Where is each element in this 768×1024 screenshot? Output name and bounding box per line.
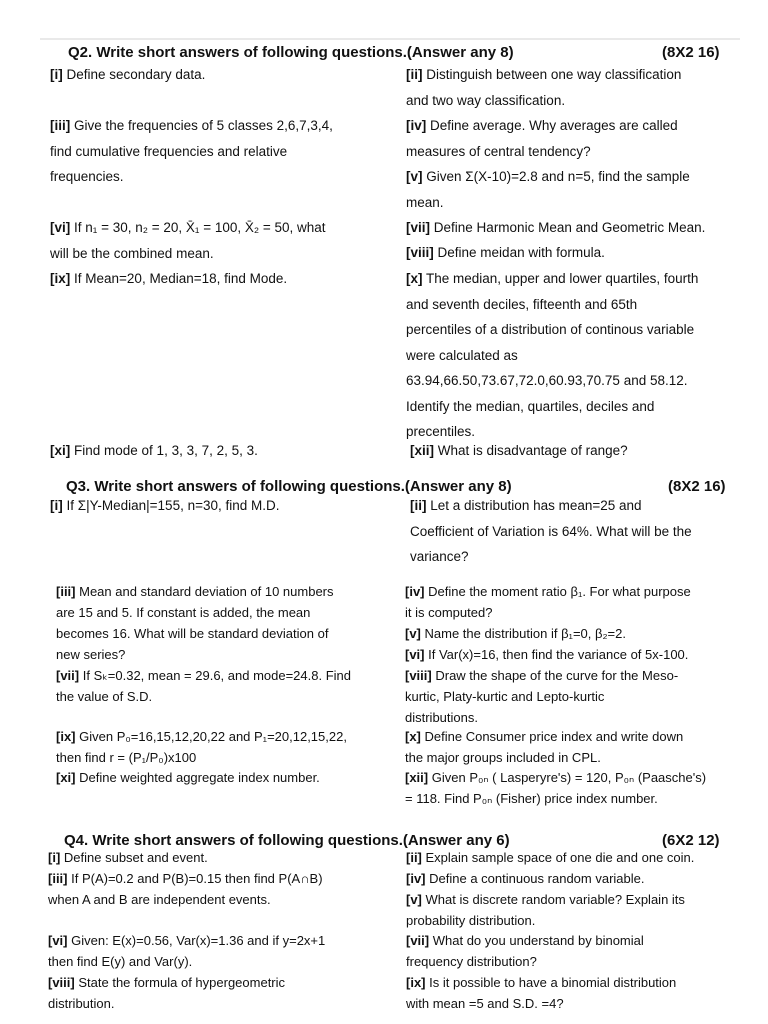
q2-item-i: [i] Define secondary data. xyxy=(50,67,206,82)
q3-item-viii: [viii] Draw the shape of the curve for the Meso- kurtic, Platy-kurtic and Lepto-kurtic distributions. xyxy=(405,668,679,725)
q4-item-v: [v] What is discrete random variable? Explain its probability distribution. xyxy=(406,892,685,928)
q3-item-x: [x] Define Consumer price index and write down the major groups included in CPL. xyxy=(405,729,684,765)
q3-item-iii: [iii] Mean and standard deviation of 10 numbers are 15 and 5. If constant is added, the mean becomes 16. What will be standard deviation of new series? xyxy=(56,584,334,662)
q2-item-ii: [ii] Distinguish between one way classification and two way classification. xyxy=(406,67,682,108)
q2-item-vii: [vii] Define Harmonic Mean and Geometric Mean. xyxy=(406,220,706,235)
page-top-rule xyxy=(40,38,740,40)
q2-item-xi: [xi] Find mode of 1, 3, 3, 7, 2, 5, 3. xyxy=(50,443,258,458)
q2-marks: (8X2 16) xyxy=(662,44,720,61)
q3-item-ii: [ii] Let a distribution has mean=25 and Coefficient of Variation is 64%. What will be the variance? xyxy=(410,498,692,564)
q4-item-ix: [ix] Is it possible to have a binomial distribution with mean =5 and S.D. =4? xyxy=(406,975,677,1011)
q4-item-ii: [ii] Explain sample space of one die and one coin. xyxy=(406,850,695,865)
q2-item-v: [v] Given Σ(X-10)=2.8 and n=5, find the sample mean. xyxy=(406,169,690,210)
q3-item-vii: [vii] If Sₖ=0.32, mean = 29.6, and mode=24.8. Find the value of S.D. xyxy=(56,668,351,704)
q2-item-iii: [iii] Give the frequencies of 5 classes 2,6,7,3,4, find cumulative frequencies and relative frequencies. xyxy=(50,118,333,184)
q3-item-vi: [vi] If Var(x)=16, then find the variance of 5x-100. xyxy=(405,647,689,662)
q4-heading: Q4. Write short answers of following questions.(Answer any 6) xyxy=(64,832,510,849)
q4-item-iv: [iv] Define a continuous random variable. xyxy=(406,871,645,886)
q2-heading: Q2. Write short answers of following questions.(Answer any 8) xyxy=(68,44,514,61)
q3-item-v: [v] Name the distribution if β₁=0, β₂=2. xyxy=(405,626,626,641)
q3-item-xii: [xii] Given P₀ₙ ( Lasperyre's) = 120, P₀ₙ (Paasche's) = 118. Find P₀ₙ (Fisher) price index number. xyxy=(405,770,707,806)
q3-item-ix: [ix] Given P₀=16,15,12,20,22 and P₁=20,12,15,22, then find r = (P₁/P₀)x100 xyxy=(56,729,347,765)
q4-item-vii: [vii] What do you understand by binomial frequency distribution? xyxy=(406,933,644,969)
q3-heading: Q3. Write short answers of following questions.(Answer any 8) xyxy=(66,478,512,495)
q2-item-iv: [iv] Define average. Why averages are called measures of central tendency? xyxy=(406,118,678,159)
q4-item-i: [i] Define subset and event. xyxy=(48,850,208,865)
q2-item-ix: [ix] If Mean=20, Median=18, find Mode. xyxy=(50,271,288,286)
q2-item-viii: [viii] Define meidan with formula. xyxy=(406,245,605,260)
q4-item-viii: [viii] State the formula of hypergeometric distribution. xyxy=(48,975,286,1011)
q3-item-xi: [xi] Define weighted aggregate index number. xyxy=(56,770,320,785)
q3-item-i: [i] If Σ|Y-Median|=155, n=30, find M.D. xyxy=(50,498,280,513)
q2-item-vi: [vi] If n₁ = 30, n₂ = 20, X̄₁ = 100, X̄₂ = 50, what will be the combined mean. xyxy=(50,220,326,261)
q3-item-iv: [iv] Define the moment ratio β₁. For what purpose it is computed? xyxy=(405,584,691,620)
q2-item-x: [x] The median, upper and lower quartiles, fourth and seventh deciles, fifteenth and 65th percentiles of a distribution of continous variable were calculated as 63.94,66.50,73.67,72.0,60.93,70.75 and 58.12. Identify the median, quartiles, deciles and precentiles. xyxy=(406,271,699,439)
q3-marks: (8X2 16) xyxy=(668,478,726,495)
q2-item-xii: [xii] What is disadvantage of range? xyxy=(410,443,628,458)
q4-item-iii: [iii] If P(A)=0.2 and P(B)=0.15 then find P(A∩B) when A and B are independent events. xyxy=(48,871,323,907)
q4-marks: (6X2 12) xyxy=(662,832,720,849)
q4-item-vi: [vi] Given: E(x)=0.56, Var(x)=1.36 and if y=2x+1 then find E(y) and Var(y). xyxy=(48,933,326,969)
